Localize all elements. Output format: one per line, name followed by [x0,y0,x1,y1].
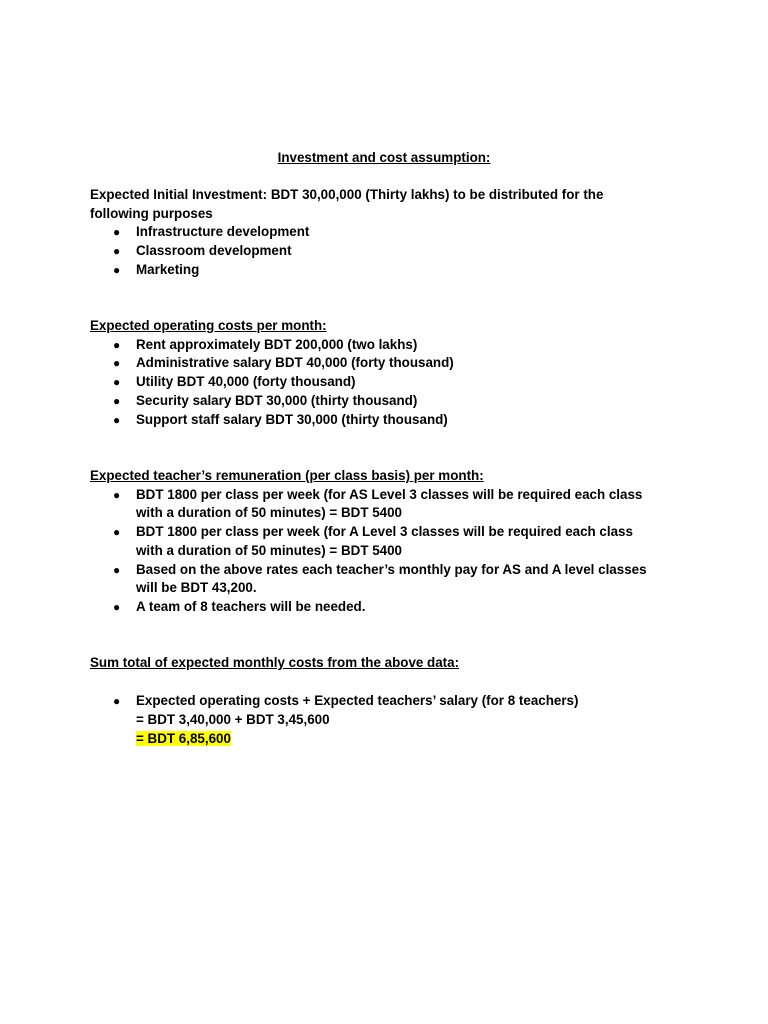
initial-investment-line1 [90,186,603,204]
sum-total-heading: Sum total of expected monthly costs from the above data: [90,655,460,670]
list-item: Security salary BDT 30,000 (thirty thousand) [136,393,418,408]
remuneration-heading: Expected teacher’s remuneration (per class basis) per month: [90,468,484,483]
sum-total-result: = BDT 6,85,600 [136,731,231,746]
list-item: Support staff salary BDT 30,000 (thirty thousand) [136,412,448,427]
operating-costs-heading: Expected operating costs per month: [90,318,327,333]
bullet-icon: ● [113,394,121,408]
list-item: Administrative salary BDT 40,000 (forty thousand) [136,355,454,370]
sum-total-breakdown: = BDT 3,40,000 + BDT 3,45,600 [136,712,330,727]
list-item: Rent approximately BDT 200,000 (two lakhs) [136,337,418,352]
bullet-icon: ● [113,563,121,577]
bullet-icon: ● [113,375,121,389]
bullet-icon: ● [113,356,121,370]
bullet-icon: ● [113,694,121,708]
list-item: Classroom development [136,243,292,258]
list-item: BDT 1800 per class per week (for A Level 3 classes will be required each class [136,524,633,539]
list-item-continuation: will be BDT 43,200. [136,580,257,595]
bullet-icon: ● [113,488,121,502]
list-item: Based on the above rates each teacher’s monthly pay for AS and A level classes [136,562,647,577]
bullet-icon: ● [113,244,121,258]
bullet-icon: ● [113,600,121,614]
initial-investment-line2: following purposes [90,206,213,221]
list-item: A team of 8 teachers will be needed. [136,599,366,614]
initial-investment-amount: BDT 30,00,000 (Thirty lakhs) to be distributed for the [267,187,604,202]
bullet-icon: ● [113,338,121,352]
list-item: Marketing [136,262,200,277]
initial-investment-label: Expected Initial Investment: [90,187,268,202]
sum-total-formula: Expected operating costs + Expected teachers’ salary (for 8 teachers) [136,693,579,708]
sum-total-result-line [136,730,231,748]
list-item: Utility BDT 40,000 (forty thousand) [136,374,356,389]
bullet-icon: ● [113,225,121,239]
bullet-icon: ● [113,525,121,539]
list-item-continuation: with a duration of 50 minutes) = BDT 5400 [136,543,403,558]
list-item-continuation: with a duration of 50 minutes) = BDT 5400 [136,505,403,520]
list-item: Infrastructure development [136,224,310,239]
page-title: Investment and cost assumption: [277,150,491,165]
bullet-icon: ● [113,263,121,277]
list-item: BDT 1800 per class per week (for AS Level 3 classes will be required each class [136,487,643,502]
bullet-icon: ● [113,413,121,427]
